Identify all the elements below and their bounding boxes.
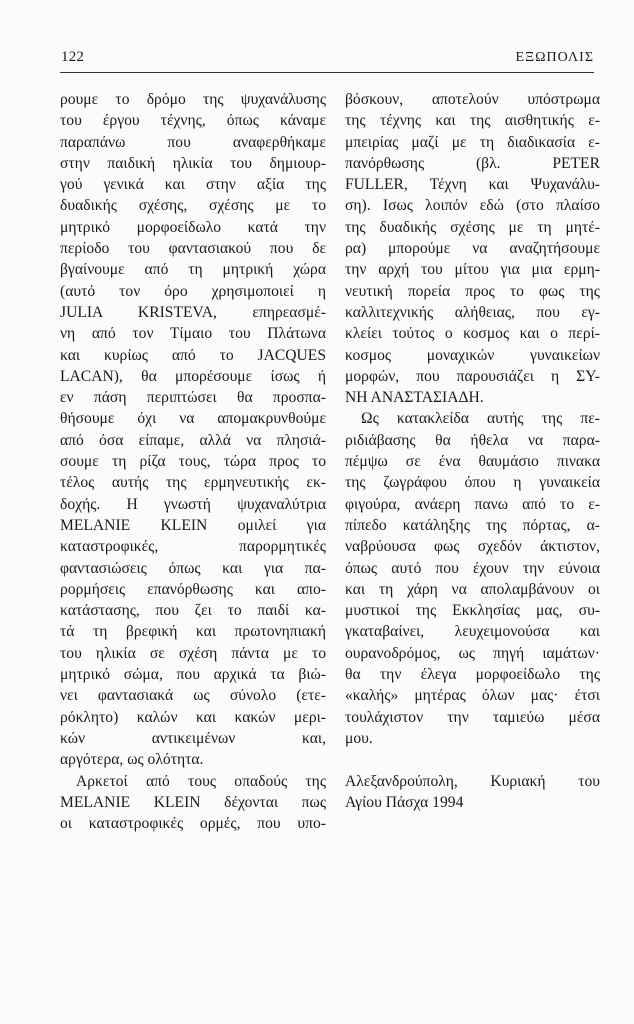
text-line: καταστροφικές, παρορμητικές xyxy=(60,538,326,556)
text-line: δοχής. Η γνωστή ψυχαναλύτρια xyxy=(60,495,326,513)
text-line: την αρχή του μίτου για μια ερμη- xyxy=(345,261,600,279)
right-column xyxy=(345,89,600,813)
running-head: ΕΞΩΠΟΛΙΣ xyxy=(515,50,594,65)
signoff-line: Αλεξανδρούπολη, Κυριακή του xyxy=(345,772,600,790)
text-line: τά τη βρεφική και πρωτονηπιακή xyxy=(60,623,326,641)
text-line: «καλής» μητέρας όλων μας· έτσι xyxy=(345,687,600,705)
text-line: εν πάση περιπτώσει θα προσπα- xyxy=(60,389,326,407)
text-line: μητρικό σώμα, που αρχικά τα βιώ- xyxy=(60,666,326,684)
text-line: και κυρίως από το JACQUES xyxy=(60,346,326,364)
text-line: φαντασιώσεις όπως και για πα- xyxy=(60,559,326,577)
text-line: LACAN), θα μπορέσουμε ίσως ή xyxy=(60,367,326,385)
text-line: θήσουμε όχι να απομακρυνθούμε xyxy=(60,410,326,428)
text-line: και τη χάρη να απολαμβάνουν οι xyxy=(345,580,600,598)
text-line: δυαδικής σχέσης, σχέσης με το xyxy=(60,197,326,215)
header-rule xyxy=(60,72,594,73)
text-line: γού γενικά και στην αξία της xyxy=(60,176,326,194)
text-line: τέλος αυτής της ερμηνευτικής εκ- xyxy=(60,474,326,492)
text-line: πέμψω σε ένα θαυμάσιο πινακα xyxy=(345,453,600,471)
text-line: πανόρθωσης (βλ. PETER xyxy=(345,154,600,172)
text-line: ναβρύουσα φως σχεδόν άκτιστον, xyxy=(345,538,600,556)
text-line: ρορμήσεις επανόρθωσης και απο- xyxy=(60,580,326,598)
text-line: κών αντικειμένων και, xyxy=(60,729,326,747)
text-line: μορφών, που παρουσιάζει η ΣΥ- xyxy=(345,367,600,385)
text-line: στην παιδική ηλικία του δημιουρ- xyxy=(60,154,326,172)
text-line: κοσμος μοναχικών γυναικείων xyxy=(345,346,600,364)
text-line: νει φαντασιακά ως σύνολο (ετε- xyxy=(60,687,326,705)
text-line: θα την έλεγα μορφοείδωλο της xyxy=(345,666,600,684)
text-line: όπως αυτό που έχουν την εύνοια xyxy=(345,559,600,577)
text-line: Ως κατακλείδα αυτής της πε- xyxy=(361,410,600,428)
text-line: ρα) μπορούμε να αναζητήσουμε xyxy=(345,240,600,258)
text-line: ριδιάβασης θα ήθελα να παρα- xyxy=(345,431,600,449)
text-line: της τέχνης και της αισθητικής ε- xyxy=(345,112,600,130)
text-line: μυστικοί της Εκκλησίας μας, συ- xyxy=(345,602,600,620)
text-line: FULLER, Τέχνη και Ψυχανάλυ- xyxy=(345,176,600,194)
text-line: ρουμε το δρόμο της ψυχανάλυσης xyxy=(60,91,326,108)
text-line: MELANIE KLEIN ομιλεί για xyxy=(60,516,326,534)
text-line: της ζωγράφου όπου η γυναικεία xyxy=(345,474,600,492)
text-line: καλλιτεχνικής αλήθειας, που εγ- xyxy=(345,303,600,321)
text-line: αργότερα, ως ολότητα. xyxy=(60,751,204,769)
text-line: (αυτό τον όρο χρησιμοποιεί η xyxy=(60,282,326,300)
text-line: φιγούρα, ανάερη πανω από το ε- xyxy=(345,495,600,513)
text-line: μου. xyxy=(345,729,373,747)
text-line: περίοδο του φαντασιακού που δε xyxy=(60,240,326,258)
text-line: MELANIE KLEIN δέχονται πως xyxy=(60,793,326,811)
text-line: παραπάνω που αναφερθήκαμε xyxy=(60,133,326,151)
text-line: ση). Ισως λοιπόν εδώ (στο πλαίσο xyxy=(345,197,600,215)
left-column xyxy=(60,89,326,834)
text-line: της δυαδικής σχέσης με τη μητέ- xyxy=(345,218,600,236)
text-line: βγαίνουμε από τη μητρική χώρα xyxy=(60,261,326,279)
text-line: ΝΗ ΑΝΑΣΤΑΣΙΑΔΗ. xyxy=(345,389,484,407)
text-line: του ηλικία σε σχέση πάντα με το xyxy=(60,644,326,662)
text-line: γκαταβαίνει, λευχειμονούσα και xyxy=(345,623,600,641)
text-line: πίπεδο κατάληξης της πόρτας, α- xyxy=(345,516,600,534)
text-line: οι καταστροφικές ορμές, που υπο- xyxy=(60,815,326,833)
text-line: ρόκλητο) καλών και κακών μερι- xyxy=(60,708,326,726)
text-line: τουλάχιστον την ταμιεύω μέσα xyxy=(345,708,600,726)
text-line: κλείει τούτος ο κοσμος και ο περί- xyxy=(345,325,600,343)
text-line: νευτική πορεία προς το φως της xyxy=(345,282,600,300)
signoff-line: Αγίου Πάσχα 1994 xyxy=(345,793,464,811)
text-line: μπειρίας μαζί με τη διαδικασία ε- xyxy=(345,133,600,151)
text-line: νη από τον Τίμαιο του Πλάτωνα xyxy=(60,325,326,343)
page-number: 122 xyxy=(61,49,85,65)
text-line: κατάστασης, που ζει το παιδί κα- xyxy=(60,602,326,620)
text-line: ουρανοδρόμος, ως πηγή ιαμάτων· xyxy=(345,644,600,662)
text-line: του έργου τέχνης, όπως κάναμε xyxy=(60,112,326,130)
text-line: Αρκετοί από τους οπαδούς της xyxy=(76,772,326,790)
text-line: JULIA KRISTEVA, επηρεασμέ- xyxy=(60,303,326,321)
text-line: βόσκουν, αποτελούν υπόστρωμα xyxy=(345,91,600,108)
text-line: σουμε τη ρίζα τους, τώρα προς το xyxy=(60,453,326,471)
paragraph-gap xyxy=(345,749,600,770)
text-line: από όσα είπαμε, αλλά να πλησιά- xyxy=(60,431,326,449)
text-line: μητρικό μορφοείδωλο κατά την xyxy=(60,218,326,236)
